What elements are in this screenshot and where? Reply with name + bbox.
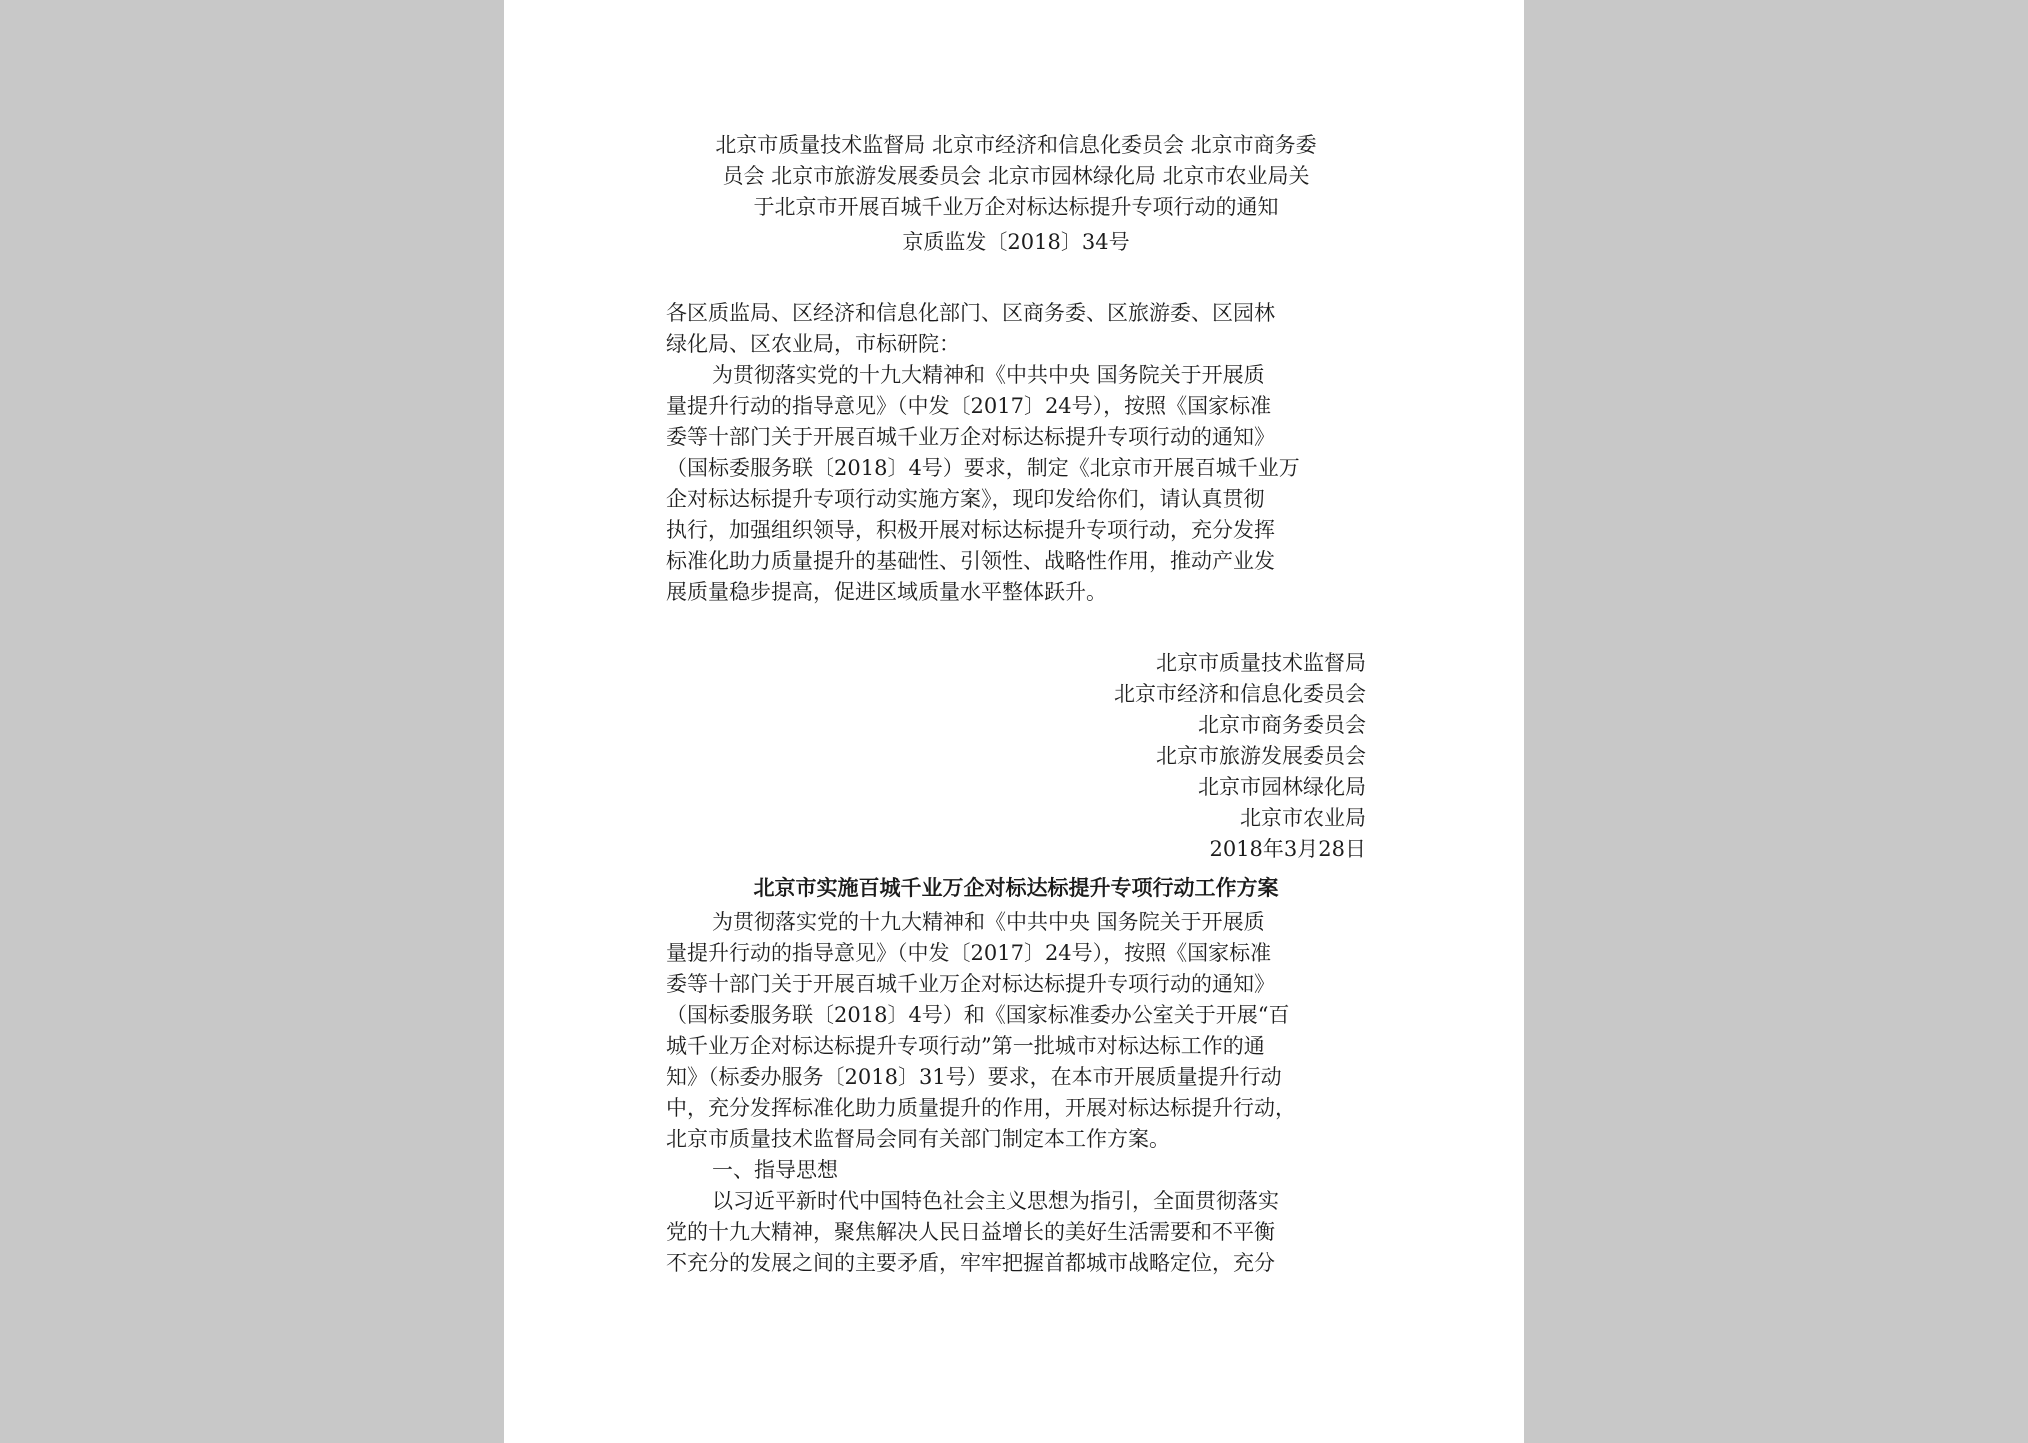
section-line: 以习近平新时代中国特色社会主义思想为指引，全面贯彻落实 [712, 1189, 1279, 1213]
body-line: 展质量稳步提高，促进区域质量水平整体跃升。 [666, 580, 1107, 604]
section-heading: 一、指导思想 [712, 1158, 838, 1182]
plan-intro [666, 907, 1366, 1155]
plan-title: 北京市实施百城千业万企对标达标提升专项行动工作方案 [753, 875, 1279, 900]
recipients-line: 绿化局、区农业局，市标研院： [666, 332, 960, 356]
plan-line: 委等十部门关于开展百城千业万企对标达标提升专项行动的通知》 [666, 972, 1275, 996]
notice-body [666, 360, 1366, 608]
body-line: 量提升行动的指导意见》（中发〔2017〕24号），按照《国家标准 [666, 394, 1272, 418]
recipients [666, 298, 1366, 360]
document-page [504, 0, 1524, 1443]
document-number: 京质监发〔2018〕34号 [902, 230, 1130, 254]
plan-line: 中，充分发挥标准化助力质量提升的作用，开展对标达标提升行动， [666, 1096, 1296, 1120]
plan-line: 量提升行动的指导意见》（中发〔2017〕24号），按照《国家标准 [666, 941, 1272, 965]
signature-date: 2018年3月28日 [1209, 837, 1366, 861]
title-line: 员会 北京市旅游发展委员会 北京市园林绿化局 北京市农业局关 [722, 164, 1310, 188]
spacer [666, 608, 1366, 648]
title-line: 于北京市开展百城千业万企对标达标提升专项行动的通知 [753, 195, 1279, 219]
signature-agency: 北京市农业局 [1240, 806, 1366, 830]
body-line: 企对标达标提升专项行动实施方案》，现印发给你们，请认真贯彻 [666, 487, 1265, 511]
signature-agency: 北京市经济和信息化委员会 [1114, 682, 1366, 706]
plan-line: （国标委服务联〔2018〕4号）和《国家标准委办公室关于开展“百 [666, 1003, 1290, 1027]
title-line: 北京市质量技术监督局 北京市经济和信息化委员会 北京市商务委 [715, 133, 1317, 157]
notice-title [666, 130, 1366, 223]
plan-line: 为贯彻落实党的十九大精神和《中共中央 国务院关于开展质 [712, 910, 1265, 934]
signature-agency: 北京市质量技术监督局 [1156, 651, 1366, 675]
plan-line: 北京市质量技术监督局会同有关部门制定本工作方案。 [666, 1127, 1170, 1151]
spacer [666, 258, 1366, 298]
body-line: （国标委服务联〔2018〕4号）要求，制定《北京市开展百城千业万 [666, 456, 1300, 480]
document-content [666, 130, 1366, 1279]
plan-line: 知》（标委办服务〔2018〕31号）要求，在本市开展质量提升行动 [666, 1065, 1282, 1089]
body-line: 标准化助力质量提升的基础性、引领性、战略性作用，推动产业发 [666, 549, 1275, 573]
signature-agency: 北京市商务委员会 [1198, 713, 1366, 737]
body-line: 为贯彻落实党的十九大精神和《中共中央 国务院关于开展质 [712, 363, 1265, 387]
body-line: 委等十部门关于开展百城千业万企对标达标提升专项行动的通知》 [666, 425, 1275, 449]
section-line: 党的十九大精神，聚焦解决人民日益增长的美好生活需要和不平衡 [666, 1220, 1275, 1244]
plan-line: 城千业万企对标达标提升专项行动”第一批城市对标达标工作的通 [666, 1034, 1265, 1058]
recipients-line: 各区质监局、区经济和信息化部门、区商务委、区旅游委、区园林 [666, 301, 1275, 325]
section-line: 不充分的发展之间的主要矛盾，牢牢把握首都城市战略定位，充分 [666, 1251, 1275, 1275]
signature-block [666, 648, 1366, 865]
section-body [666, 1186, 1366, 1279]
signature-agency: 北京市园林绿化局 [1198, 775, 1366, 799]
body-line: 执行，加强组织领导，积极开展对标达标提升专项行动，充分发挥 [666, 518, 1275, 542]
signature-agency: 北京市旅游发展委员会 [1156, 744, 1366, 768]
